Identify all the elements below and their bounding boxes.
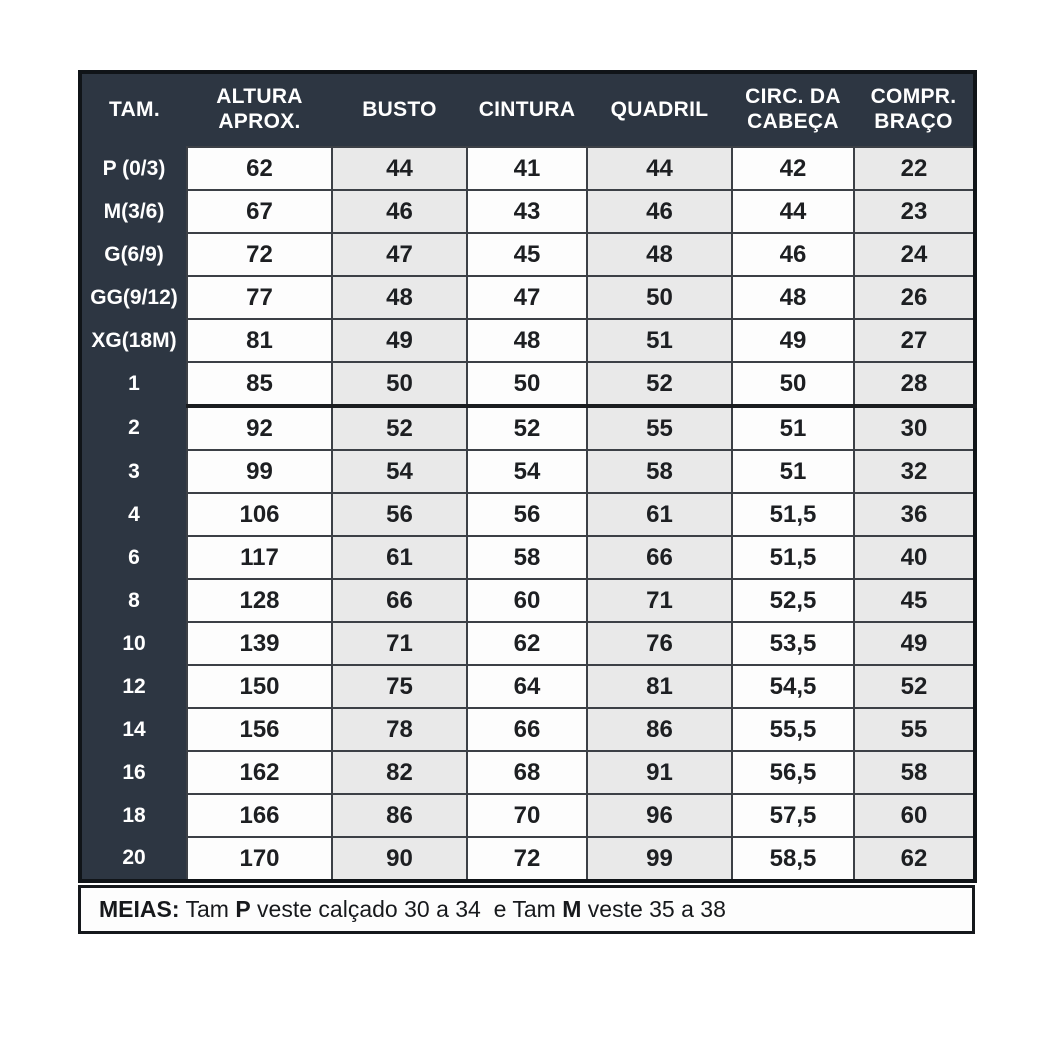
- table-cell-busto: 54: [332, 450, 467, 493]
- table-cell-busto: 90: [332, 837, 467, 881]
- table-cell-cabeca: 55,5: [732, 708, 854, 751]
- row-header-size: XG(18M): [80, 319, 187, 362]
- table-cell-quadril: 44: [587, 147, 732, 190]
- table-cell-quadril: 86: [587, 708, 732, 751]
- table-cell-braco: 24: [854, 233, 975, 276]
- table-row: [80, 665, 975, 708]
- table-cell-cintura: 56: [467, 493, 587, 536]
- table-cell-altura: 162: [187, 751, 332, 794]
- header-row: [80, 72, 975, 147]
- table-cell-busto: 44: [332, 147, 467, 190]
- table-row: [80, 362, 975, 406]
- table-row: [80, 751, 975, 794]
- table-row: [80, 837, 975, 881]
- table-row: [80, 708, 975, 751]
- column-header-cabeca: CIRC. DA CABEÇA: [732, 72, 854, 147]
- table-cell-cabeca: 51: [732, 406, 854, 450]
- column-header-altura: ALTURA APROX.: [187, 72, 332, 147]
- table-cell-quadril: 48: [587, 233, 732, 276]
- table-cell-cabeca: 54,5: [732, 665, 854, 708]
- row-header-size: 20: [80, 837, 187, 881]
- table-cell-cintura: 68: [467, 751, 587, 794]
- socks-note-size-p: P: [235, 896, 251, 922]
- table-cell-cintura: 60: [467, 579, 587, 622]
- table-cell-busto: 52: [332, 406, 467, 450]
- table-cell-quadril: 52: [587, 362, 732, 406]
- table-cell-braco: 32: [854, 450, 975, 493]
- table-row: [80, 450, 975, 493]
- socks-note-text: Tam: [179, 896, 236, 922]
- table-row: [80, 622, 975, 665]
- row-header-size: M(3/6): [80, 190, 187, 233]
- table-cell-busto: 61: [332, 536, 467, 579]
- size-chart-table: [78, 70, 977, 883]
- table-cell-braco: 40: [854, 536, 975, 579]
- table-row: [80, 276, 975, 319]
- table-cell-cintura: 48: [467, 319, 587, 362]
- table-cell-quadril: 99: [587, 837, 732, 881]
- table-cell-cintura: 72: [467, 837, 587, 881]
- row-header-size: 3: [80, 450, 187, 493]
- table-cell-busto: 78: [332, 708, 467, 751]
- table-cell-cintura: 41: [467, 147, 587, 190]
- table-cell-altura: 156: [187, 708, 332, 751]
- size-chart: [78, 70, 975, 934]
- table-cell-altura: 77: [187, 276, 332, 319]
- table-cell-cintura: 45: [467, 233, 587, 276]
- column-header-cintura: CINTURA: [467, 72, 587, 147]
- table-cell-cintura: 43: [467, 190, 587, 233]
- table-cell-braco: 22: [854, 147, 975, 190]
- table-cell-cabeca: 51,5: [732, 493, 854, 536]
- table-cell-quadril: 58: [587, 450, 732, 493]
- table-cell-braco: 26: [854, 276, 975, 319]
- table-cell-busto: 49: [332, 319, 467, 362]
- table-cell-busto: 46: [332, 190, 467, 233]
- table-cell-cabeca: 57,5: [732, 794, 854, 837]
- row-header-size: 16: [80, 751, 187, 794]
- table-cell-altura: 85: [187, 362, 332, 406]
- row-header-size: 4: [80, 493, 187, 536]
- table-cell-altura: 170: [187, 837, 332, 881]
- table-cell-cintura: 47: [467, 276, 587, 319]
- table-cell-altura: 128: [187, 579, 332, 622]
- table-cell-quadril: 96: [587, 794, 732, 837]
- column-header-busto: BUSTO: [332, 72, 467, 147]
- table-cell-cabeca: 51: [732, 450, 854, 493]
- table-cell-braco: 23: [854, 190, 975, 233]
- socks-note-label: MEIAS:: [99, 896, 180, 922]
- table-cell-cintura: 58: [467, 536, 587, 579]
- table-cell-cabeca: 53,5: [732, 622, 854, 665]
- socks-note-text: veste 35 a 38: [581, 896, 726, 922]
- table-cell-quadril: 76: [587, 622, 732, 665]
- table-cell-quadril: 61: [587, 493, 732, 536]
- table-cell-quadril: 51: [587, 319, 732, 362]
- table-cell-altura: 166: [187, 794, 332, 837]
- table-cell-cintura: 62: [467, 622, 587, 665]
- table-cell-busto: 48: [332, 276, 467, 319]
- table-cell-altura: 117: [187, 536, 332, 579]
- socks-note-size-m: M: [562, 896, 582, 922]
- table-cell-quadril: 66: [587, 536, 732, 579]
- table-cell-quadril: 46: [587, 190, 732, 233]
- table-row: [80, 406, 975, 450]
- table-cell-cintura: 52: [467, 406, 587, 450]
- table-cell-quadril: 91: [587, 751, 732, 794]
- table-cell-braco: 30: [854, 406, 975, 450]
- table-cell-busto: 56: [332, 493, 467, 536]
- table-cell-altura: 62: [187, 147, 332, 190]
- row-header-size: 14: [80, 708, 187, 751]
- table-cell-cabeca: 58,5: [732, 837, 854, 881]
- table-cell-altura: 72: [187, 233, 332, 276]
- table-row: [80, 233, 975, 276]
- table-cell-cabeca: 51,5: [732, 536, 854, 579]
- socks-note-text: veste calçado 30 a 34 e Tam: [250, 896, 563, 922]
- table-cell-cabeca: 42: [732, 147, 854, 190]
- column-header-braco: COMPR. BRAÇO: [854, 72, 975, 147]
- table-cell-altura: 106: [187, 493, 332, 536]
- table-row: [80, 319, 975, 362]
- column-header-tam: TAM.: [80, 72, 187, 147]
- row-header-size: 1: [80, 362, 187, 406]
- table-cell-cintura: 70: [467, 794, 587, 837]
- table-cell-altura: 81: [187, 319, 332, 362]
- row-header-size: 10: [80, 622, 187, 665]
- table-cell-braco: 60: [854, 794, 975, 837]
- table-cell-altura: 67: [187, 190, 332, 233]
- table-cell-cintura: 50: [467, 362, 587, 406]
- table-cell-braco: 36: [854, 493, 975, 536]
- table-cell-busto: 86: [332, 794, 467, 837]
- socks-note: [78, 885, 975, 934]
- table-cell-busto: 47: [332, 233, 467, 276]
- table-cell-braco: 62: [854, 837, 975, 881]
- table-row: [80, 493, 975, 536]
- table-cell-altura: 139: [187, 622, 332, 665]
- table-cell-braco: 55: [854, 708, 975, 751]
- table-cell-quadril: 50: [587, 276, 732, 319]
- table-row: [80, 147, 975, 190]
- table-cell-braco: 49: [854, 622, 975, 665]
- table-cell-quadril: 71: [587, 579, 732, 622]
- table-cell-altura: 150: [187, 665, 332, 708]
- table-row: [80, 579, 975, 622]
- column-header-quadril: QUADRIL: [587, 72, 732, 147]
- row-header-size: P (0/3): [80, 147, 187, 190]
- table-row: [80, 190, 975, 233]
- row-header-size: 8: [80, 579, 187, 622]
- table-row: [80, 536, 975, 579]
- table-cell-cintura: 66: [467, 708, 587, 751]
- table-cell-braco: 28: [854, 362, 975, 406]
- row-header-size: 12: [80, 665, 187, 708]
- row-header-size: 2: [80, 406, 187, 450]
- table-cell-altura: 92: [187, 406, 332, 450]
- row-header-size: 6: [80, 536, 187, 579]
- table-cell-braco: 27: [854, 319, 975, 362]
- row-header-size: G(6/9): [80, 233, 187, 276]
- table-cell-busto: 50: [332, 362, 467, 406]
- table-cell-quadril: 81: [587, 665, 732, 708]
- table-cell-braco: 52: [854, 665, 975, 708]
- row-header-size: GG(9/12): [80, 276, 187, 319]
- table-cell-cintura: 64: [467, 665, 587, 708]
- table-cell-quadril: 55: [587, 406, 732, 450]
- table-cell-cabeca: 52,5: [732, 579, 854, 622]
- table-cell-cabeca: 50: [732, 362, 854, 406]
- table-cell-cabeca: 46: [732, 233, 854, 276]
- table-cell-busto: 66: [332, 579, 467, 622]
- table-cell-altura: 99: [187, 450, 332, 493]
- table-cell-cintura: 54: [467, 450, 587, 493]
- table-cell-busto: 82: [332, 751, 467, 794]
- table-cell-cabeca: 48: [732, 276, 854, 319]
- table-cell-busto: 71: [332, 622, 467, 665]
- table-cell-busto: 75: [332, 665, 467, 708]
- table-cell-braco: 58: [854, 751, 975, 794]
- table-row: [80, 794, 975, 837]
- table-cell-cabeca: 49: [732, 319, 854, 362]
- table-cell-cabeca: 56,5: [732, 751, 854, 794]
- table-cell-braco: 45: [854, 579, 975, 622]
- table-cell-cabeca: 44: [732, 190, 854, 233]
- row-header-size: 18: [80, 794, 187, 837]
